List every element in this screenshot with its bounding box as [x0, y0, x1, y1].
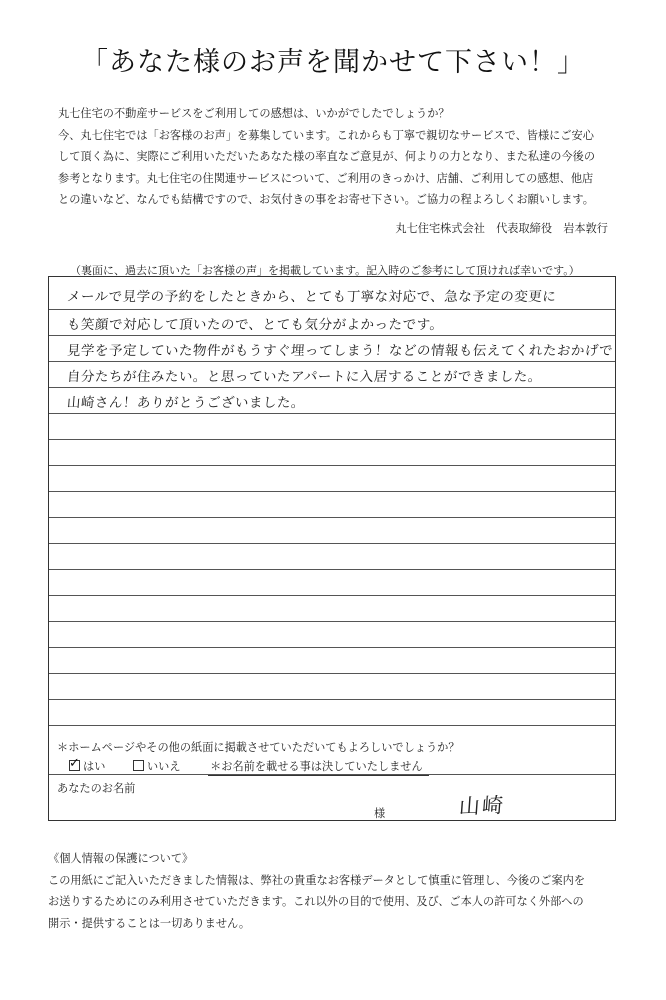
- ruled-line: [49, 699, 615, 700]
- privacy-line: お送りするためにのみ利用させていただきます。これ以外の目的で使用、及び、ご本人の許可なく外部への: [48, 895, 584, 908]
- ruled-line: [49, 491, 615, 492]
- handwritten-name[interactable]: 山崎: [458, 793, 506, 819]
- ruled-line: [49, 439, 615, 440]
- divider: [49, 774, 615, 775]
- ruled-line: [49, 725, 615, 726]
- ruled-line: [49, 465, 615, 466]
- ruled-line: [49, 309, 615, 310]
- name-field-label: あなたのお名前: [57, 782, 136, 795]
- privacy-line: この用紙にご記入いただきました情報は、弊社の貴重なお客様データとして慎重に管理し、今後のご案内を: [48, 873, 586, 887]
- ruled-line: [49, 673, 615, 674]
- ruled-line: [49, 413, 615, 414]
- handwritten-line: 自分たちが住みたい。と思っていたアパートに入居することができました。: [66, 369, 543, 385]
- ruled-line: [49, 621, 615, 622]
- notice-text: （裏面に、過去に頂いた「お客様の声」を掲載しています。記入時のご参考にして頂ければ幸いです。）: [70, 264, 580, 277]
- company-signature: 丸七住宅株式会社 代表取締役 岩本敦行: [395, 222, 608, 235]
- intro-line: との違いなど、なんでも結構ですので、お気付きの事をお寄せ下さい。ご協力の程よろしくお願いします。: [58, 193, 594, 206]
- intro-text: [58, 103, 618, 211]
- yes-checkbox[interactable]: [69, 760, 80, 771]
- ruled-line: [49, 517, 615, 518]
- ruled-line: [49, 387, 615, 388]
- handwritten-line: 見学を予定していた物件がもうすぐ埋ってしまう！などの情報も伝えてくれたおかげで: [66, 343, 614, 359]
- name-note: ＊お名前を載せる事は決していたしません: [208, 758, 429, 776]
- ruled-writing-area[interactable]: [49, 277, 615, 732]
- ruled-line: [49, 361, 615, 362]
- consent-question: ＊ホームページやその他の紙面に掲載させていただいてもよろしいでしょうか？: [57, 741, 460, 754]
- handwritten-line: も笑顔で対応して頂いたので、とても気分がよかったです。: [66, 317, 445, 333]
- intro-line: 参考となります。丸七住宅の住関連サービスについて、ご利用のきっかけ、店舗、ご利用しての感想、他店: [58, 171, 594, 185]
- handwritten-line: メールで見学の予約をしたときから、とても丁寧な対応で、急な予定の変更に: [66, 289, 557, 305]
- privacy-section: [48, 848, 628, 934]
- ruled-line: [49, 595, 615, 596]
- no-checkbox[interactable]: [133, 760, 144, 771]
- ruled-line: [49, 647, 615, 648]
- intro-line: 丸七住宅の不動産サービスをご利用しての感想は、いかがでしたでしょうか？: [58, 107, 450, 120]
- no-label: いいえ: [146, 760, 181, 773]
- intro-line: して頂く為に、実際にご利用いただいたあなた様の率直なご意見が、何よりの力となり、また私達の今後の: [58, 150, 596, 163]
- consent-yes-option[interactable]: [69, 758, 105, 774]
- handwritten-line: 山崎さん！ありがとうございました。: [66, 395, 306, 411]
- page-title: 「あなた様のお声を聞かせて下さい！」: [81, 47, 585, 78]
- privacy-heading: 《個人情報の保護について》: [48, 852, 194, 865]
- privacy-line: 開示・提供することは一切ありません。: [48, 916, 251, 930]
- intro-line: 今、丸七住宅では「お客様のお声」を募集しています。これからも丁寧で親切なサービスで、皆様にご安心: [58, 128, 594, 142]
- ruled-line: [49, 335, 615, 336]
- consent-no-option[interactable]: [133, 758, 181, 774]
- ruled-line: [49, 543, 615, 544]
- honorific-label: 様: [374, 807, 386, 820]
- comment-form: [48, 276, 616, 821]
- yes-label: はい: [83, 760, 106, 773]
- ruled-line: [49, 569, 615, 570]
